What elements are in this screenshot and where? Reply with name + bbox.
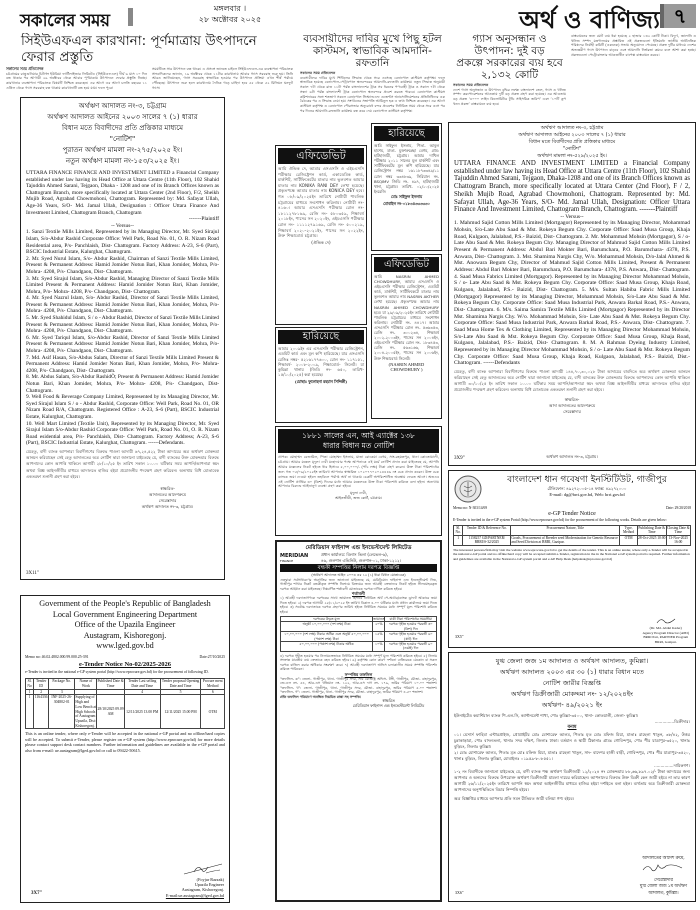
- meridian-auction-notice: [275, 540, 442, 902]
- act-line: অর্থঋণ আদালত আইনের ২০০৩ সালের ৭ (১) ধারার: [47, 113, 198, 121]
- signer-court: অর্থঋণ আদালত নং-৩, চট্টগ্রাম।: [546, 454, 598, 459]
- signature-block: [116, 486, 219, 510]
- table-index-cell: 5: [160, 689, 201, 695]
- article-body: দেশে গ্যাস অনুসন্ধান ও উৎপাদন বৃদ্ধির লক্ষ্যে বাংলাদেশ তেল, গ্যাস ও খনিজ সম্পদ করপোরেশনের আওতায় দুটি বড় প্রকল্প গ্রহণ করা হয়েছে। এর আওতায় বড় প্রকল্প ‘৪০০০ লাইন কিলোমিটার টুডি সাইসমিক জরিপ’ এবং ‘১০টি কূপ খনন প্রকল্প’ বাস্তবায়নে ব্যয় হবে।: [453, 87, 566, 106]
- court-name: যুগ্ম জেলা জজ ১ম আদালত ও অর্থঋণ আদালত, কুমিল্লা।: [495, 657, 649, 665]
- notice-body: যেহেতু, বাদী ব্যাংক আপনারা বিবাদীগণের বিরুদ্ধে পাওনা আদায়ী ৬৭,২৪,৫২২ টাকা আদায়ের অত্র অর্থঋণ মোকদ্দমা আনয়ন করিয়াছেন সেই হেতু আদালতের অত্র নোটিশ দ্বারা জানানো যাইতেছে যে, বাদী ব্যাংকের উক্ত মোকদ্দমার বিরুদ্ধে আপনাদের কোন আপত্তি থাকিলে আগামী ২৮/১০/২৫ ইং তারিখ সকাল ১০.০০ ঘটিকার সময় আপনি/আপনারা স্বয়ং অথবা বিজ্ঞ আইনজীবীর মাধ্যমে আদালতে হাজির হইয়া প্রয়োজনীয় পদক্ষেপ গ্রহণ করিবেন। অন্যথায় বিধি মোতাবেক একতরফা শুনানী গ্রহণ করা হইবে।: [26, 448, 219, 479]
- table-header-cell: Procure ment Method: [202, 679, 223, 688]
- ad-body: আমার ২০০৯ইং এর এসএসসি পরীক্ষার রেজিস্ট্রেশন, এডমিট কার্ড এবং মূল কপি হারিয়েছে। যার এসএসসি রেজিঃ নম্বর- ৫২১৬১৭৭৬০০, রোল নং- ১১৭১৫১, শিক্ষাবর্ষ- ২০০৮-২০০৯, শিক্ষাবোর্ড- সিলেট। যা কুমিল্লা থানায় (জিডি নং- ৬৫০, তারিখ- ১৫/১০/২০২৫) করা হয়েছে।: [278, 346, 364, 378]
- notice-word: "নোটিশ": [109, 135, 136, 143]
- signer-title: আইনজীবী, জজ কোর্ট, চট্টগ্রাম।: [334, 496, 382, 501]
- table-index-cell: 1: [26, 689, 34, 695]
- old-case-number: পুরাতন অর্থঋণ মামলা নং-২৭৫/২০২৫ ইং।: [62, 146, 183, 154]
- table-cell: দরপত্র গৃহীত হওয়ার পরবর্তী ৯০ (নব্বই) দিন: [385, 642, 437, 652]
- signer-title: সেরেস্তাদার: [158, 497, 177, 503]
- plaintiff-tag: -------Plaintiff: [188, 216, 219, 223]
- table-row: [281, 642, 437, 652]
- table-index-cell: 6: [201, 689, 225, 695]
- memo-number: Memo no: 46.02.4802.000.99.000.25-391: [25, 654, 89, 659]
- table-header-cell: Sl. No: [27, 679, 32, 688]
- table-cell: 12/11/2025 13.00 PM: [124, 695, 160, 729]
- signer-title: সেরেস্তাদার: [654, 877, 673, 883]
- defendant-item: 3. Mr. Syed Sirajul Islam, S/o-Abdur Rashid, Managing Director of Sanzi Textile Mills Limited Present & Permanent Address: Hamid Jomider Notun Bari, Khan Jomider, Mohra, P/o- Mohra- 4208, P/s- Chandgaon, Dist- Chattogram.: [26, 275, 219, 295]
- table-header-cell: বাকী টাকা পরিশোধের সময়সীমা: [385, 617, 437, 622]
- tender-table: [25, 678, 225, 729]
- ad-body: আমি সাইফুল ইসলাম, পিতা- আবুল হাশেম, মাতা- মুক্তারুন্নেছা বেগম, গ্রাম: হাটহাজারী, চট্টগ্রাম। আমার দাখিল পরীক্ষার ২০১১ সালের মূল মার্কশিট এবং সার্টিফিকেটের মূল কপি হারিয়েছে। যার রেজিস্ট্রেশন নম্বর ১৬১১৮৭৩৩৪৯/১১ রোল নম্বর ৩৩৪৮৩৯, সিরিয়াল নং- BSQIMV জিডি নং- ৪৯৭, হাটহাজারী থানা, চট্টগ্রাম। তারিখ- ০২/১০/২০২৫ ইংরেজি: [374, 143, 439, 194]
- ad-signer: মোঃ সাইফুল ইসলাম: [390, 193, 423, 199]
- signer-title: সেরেস্তাদার: [563, 408, 581, 414]
- purpose-line: বিধান মতে বিবাদীদের প্রতি প্রত্তিকার মাধ্যমে: [61, 124, 183, 132]
- page-number: ৭: [664, 4, 696, 28]
- notice-signer: [340, 699, 437, 709]
- signature-block: [166, 862, 224, 898]
- table-header-cell: দরপত্রের উদ্ধৃত মূল্য: [281, 617, 373, 622]
- defendant-item: 1. Sanzi Textile Mills Limited, Represented by its Managing Director, Mr. Syed Sirajul Islam, S/o-Abdur Rashid Corporate Office: Well Park, Road No. 01, O. R. Nizam Road Residential area, P/s- Panchlaish, Dist- Chattogram. Factory Address: A-23, S-6 (Part), BSCIC Industrial Estate, Kalurghat, Chattogram.: [26, 229, 219, 256]
- table-cell: 12/11/2025 15.00 PM: [160, 695, 201, 729]
- conditions-text: ১) আগ্রহী দরদাতাগণকে দরপত্রের সাথে জামানত হিসাবে নির্ধারিত অর্থ পে-অর্ডার/ব্যাংক ড্রাফট আকারে জমা দিতে হইবে। ২) দরপত্র আগামী ২৫/১১/২০২৫ ইং তারিখ বিকাল ৪.০০ ঘটিকার মধ্যে প্রধান কার্যালয়ে জমা দিতে হইবে। ৩) সর্বোচ্চ দরদাতাকে দরপত্র গ্রহণের তারিখ হইতে নির্ধারিত সময়ের মধ্যে সম্পূর্ণ মূল্য পরিশোধ করিতে হইবে।: [280, 596, 437, 614]
- signer-title: Agency Program Director (APD): [642, 630, 689, 635]
- notice-header: [26, 101, 219, 167]
- order-label: আদালতের আদেশক্রমে: [149, 491, 186, 497]
- debtor-1: ০১। মেসার্স ফাহিমা এন্টারপ্রাইজ, প্রোপ্রাইটর মোঃ মোশারেফ আলম, পিতাঃ মৃত মোঃ মফিজ মিয়া, মাতাঃ রাহেলা খাতুন, ৩৮/৪২, উত্তর চুন্নাকাড়ারা, পোঃ বাদলতলা, থানাঃ সদর দক্ষিণ, জিলাঃ ঢাকা। বর্তমান ও স্থায়ী ঠিকানাঃ গ্রামঃ গোবিন্দপুর, পোঃ পীর যাত্রাপুর-৩৫২০, থানাঃ বুড়িচং, জিলাঃ কুমিল্লা।: [454, 731, 690, 750]
- address-line: প্রধান কার্যালয়: বিলাস ভিলা (লেভেল-৬),: [321, 552, 388, 557]
- table-index-cell: 3: [49, 689, 75, 695]
- table-header-cell: জামানত: [373, 617, 385, 621]
- ad-signer: (ঐন্দ্রিক দে): [311, 239, 331, 245]
- schedule-text: "তফসিল- ক": জেলা- গাজীপুর, থানা- গাজীপুর সদর, সাব রেজিষ্ট্রি অফিস- টঙ্গী, গাজীপুর, মৌজা- বাহাদুরপুর, জে.এল নং- ৫৪, আর.এস খতিয়ান নং- ১২২, আর.এস দাগ নং- ১৭৯, জমির পরিমাণ ১০.০০ শতাংশ। "তফসিল- খ": জেলা- গাজীপুর, থানা- গাজীপুর সদর, মৌজা- বাহাদুরপুর, জমির পরিমাণ ৫.০০ শতাংশ। "তফসিল- গ": জেলা- গাজীপুর, থানা- গাজীপুর সদর, মৌজা- বাহাদুরপুর, জমির পরিমাণ ৪.৫০ শতাংশ।: [280, 676, 437, 695]
- table-row: [281, 632, 437, 642]
- table-cell: ১০%: [373, 642, 385, 652]
- notice-subtitle: (অর্থঋণ আদালত আইন ২০০৩ এর ১২ (১) ধারা বিধান মোতাবেক): [311, 573, 406, 577]
- table-header-cell: Sl. No.: [455, 525, 461, 535]
- table-header-cell: Closing Date & Time: [666, 525, 690, 535]
- table-cell: OTM: [620, 535, 638, 545]
- table-cell: 1158257 GD/PARTNER/ BRRI/S-32/2025: [463, 535, 511, 545]
- article-body: ব্যবসায়ীদের দাবির মুখে শিথিলের সিদ্ধান্ত থেকে সরে এসেছে বেনাপোল কাস্টমস কর্তৃপক্ষ। ফলে স্বাভাবিক হয়েছে বেনাপোল-পেট্রাপোল স্থলবন্দরের আমদানি-রফতানি কার্যক্রম। নতুন সিদ্ধান্ত অনুযায়ী সকাল ৭টা থেকে রাত ১১টা পর্যন্ত বাংলাদেশের ট্রাক সব ধরনের পণ্যবাহী ট্রাক ও সকাল ৭টা থেকে সন্ধ্যা ৬টা পর্যন্ত বাংলাদেশী ট্রাক বেনাপোল স্থলবন্দরে প্রবেশ করতে পারবে। বেনাপোল কাস্টমস কমিশনারের সঙ্গে শতভাগ সকলে বেনাপোল সিঅ্যান্ডএফ এজেন্টস অ্যাসোসিয়েশনের প্রতিনিধিদের এক বৈঠকের পর এ সিদ্ধান্ত নেয়া হয়। সংগঠনের সভাপতি আমিনুল হক এ তথ্য নিশ্চিত করেছেন। এর আগে কাস্টমস কর্তৃপক্ষ ও বেনাপোল পৌরসভার অনুরোধে বন্দর প্রবেশের নির্ধারিত সময় থেকে সরে এসে পর পর দিনের আমদানি-রফতানি কার্যক্রম বন্ধ করে দেয় বেনাপোল কাস্টমস কর্তৃপক্ষ।: [300, 75, 445, 113]
- signature-icon: [182, 862, 224, 876]
- plaintiff-text: UTTARA FINANCE AND INVESTMENT LIMITED a Financial Company established under law having its Head Office at Uttara Centre (11th Floor), 102 Shahid Tajuddin Ahmed Sarani, Tejgaon, Dhaka-1208 and one of its Branch Offices known as Chattogram Branch, more specifically located at Uttara Center (2nd Floor), F / 2, Sheikh Mujib Road, Agrabad Chowmohoni, Chattogram. Represented by: Md. Safayat Ullah, Age-36 Years, S/O- Md. Jamal Ullah, Designation: Officer Uttara Finance And Investment Limited, Chattogram Branch, Chattogram. -------Plaintiff: [454, 160, 690, 214]
- memo-date: Date: 29/20/2018: [665, 506, 691, 510]
- table-header-cell: Type, Method: [620, 525, 638, 535]
- schedule-heading: সম্পত্তির তফসিল: [344, 671, 373, 677]
- signature-block: [454, 397, 690, 415]
- ad-signer: (মোছাঃ ফুলোহনা রহমান সিদ্দিকী): [295, 378, 347, 384]
- headline-line: গ্যাস অনুসন্ধান ও উৎপাদন: দুই বড়: [472, 33, 547, 57]
- table-cell: ১০,০০,০০০ (দশ লক্ষ) টাকার অধিক এবং অনূর্ধ্ব ৫০,০০,০০০ (পঞ্চাশ লক্ষ) টাকা: [281, 632, 373, 642]
- signer-court-place: আদালত, কুমিল্লা।: [648, 890, 679, 896]
- meridian-logo: [280, 553, 318, 563]
- brri-phone: টেলিফোন: ৪৯২৭২০০৫-১৪ ফ্যাক্স: ৪৯২৭২০০০: [547, 486, 627, 491]
- ad-signer: (NASRIN AHMED CHOWDHURY ): [388, 361, 425, 372]
- signature-icon: [655, 617, 677, 625]
- tender-intro: E-Tender is invited in the e-GP system Portal (http://www.eprocure.gov.bd) for the procurement of the following works. Details are given below:: [453, 518, 667, 522]
- order-label: আদা আদালতের আদেশক্রমে: [548, 402, 596, 408]
- header-line: Austagram, Kishoregonj.: [83, 630, 167, 640]
- defendant-item: 6. Mr. Syed Tariqul Islam, S/o-Abdur Rashid, Director of Sanzi Textile Mills Limited Present & Permanent Address: Hamid Jomider Notun Bari, Khan Jomider, Mohra, P/o- Mohra- 4208, P/s- Chandgaon, Dist- Chattogram.: [26, 334, 219, 355]
- article-body: চট্টগ্রামের রাঙ্গুনিয়ার চিটাগং ইউরিয়া ফার্টিলাইজার লিমিটেড (সিইউএফএল) দীর্ঘ ৬ মাস ১০ দিন বন্ধ থাকার পর আগামী ২৯ অক্টোবর থেকে আবার পূর্ণমাত্রায় উৎপাদনে ফেরার প্রস্তুতি নিচ্ছে। কারখানার ব্যবস্থাপনা পরিচালক বিষয়টি নিশ্চিত করেছেন। এর আগে এর আগে চলতি বছরের ১১ এপ্রিল থেকে গ্যাস সরবরাহ বন্ধ থাকায় কারখানাটি বন্ধ হয়ে যায়। ফলে পুরো: [6, 71, 147, 90]
- table-cell: ৫০,০০,০০০ (পঞ্চাশ লক্ষ) টাকার অধিক: [281, 642, 373, 652]
- signer-court: যুগ্ম জেলা জজ ১ম অর্থঋণ: [639, 884, 687, 890]
- signer-company: মেরিডিয়ান ফাইনান্স এন্ড ইনভেস্টমেন্ট লিমিটেড: [352, 703, 425, 709]
- table-row: [454, 535, 691, 545]
- schedule-footer: প্রতি তফসিল পরিমাণে অবস্থিত নিয়মিত রাস্তা সহ সম্পত্তি।: [280, 694, 362, 699]
- notice-header: [454, 125, 690, 160]
- brri-seal-icon: [453, 474, 483, 504]
- notice-header: [454, 656, 690, 711]
- logo-subtext: FINANCE: [280, 558, 294, 563]
- table-cell: 1164336: [34, 695, 49, 729]
- table-header-cell: Tender Last selling Date and Time: [124, 679, 160, 689]
- more-conditions: ৪) দরপত্র গৃহীত হওয়ার পর নিলামক্রেতাকে নির্ধারিত সময়ের মধ্যে সম্পূর্ণ মূল্য পরিশোধ করিতে হইবে। ৫) নিলাম সংক্রান্ত যাবতীয় ব্যয় ক্রেতাকে বহন করিতে হইবে। ৬) কর্তৃপক্ষ কোন কারণ দর্শানো ব্যতিরেকে যেকোন বা সকল দরপত্র বাতিল করার অধিকার সংরক্ষণ করে। ৭) আগ্রহী দরদাতাগণ অফিস চলাকালীন সময়ে সম্পত্তি পরিদর্শন করিতে পারিবেন।: [280, 653, 437, 672]
- versus-label: বনাম: [567, 725, 577, 731]
- ad-size: 3X9": [454, 456, 465, 461]
- defendant-item: 7. Md. Asif Hasan, S/o-Abdus Salam, Director of Sanzi Textile Mills Limited Present & Permanent Address: Hamid Jomider Notun Bari, Khan Jomider, Mohra, P/o- Mohra- 4208, P/s- Chandgaon, Dist- Chattogram.: [26, 354, 219, 374]
- newspaper-logo: সকালের সময়: [20, 11, 110, 31]
- signer-name: মৃদুলা দেবী,: [350, 491, 367, 496]
- table-cell: OTM: [201, 695, 225, 729]
- memo-row: [25, 655, 225, 659]
- ad-title: এফিডেভিট: [374, 257, 439, 272]
- table-cell: দরপত্র গৃহীত হওয়ার পরবর্তী ৩০ (ত্রিশ) দিন: [385, 622, 437, 632]
- signature-block: [642, 617, 689, 644]
- issue-date: [170, 3, 290, 25]
- header-line: www.lged.gov.bd: [96, 641, 154, 650]
- notice-title: বন্ধকী সম্পত্তির নিলাম দরপত্র বিজ্ঞপ্তি: [280, 564, 437, 572]
- act-line: অর্থঋণ আদালত ২০০৩ এর ৩০ (১) ধারার বিধান মতে: [499, 668, 645, 676]
- signature-block: [640, 856, 687, 897]
- table-cell: 1: [454, 535, 463, 545]
- lged-tender-notice: [20, 595, 230, 903]
- notice-title: নোটিশ জারীর বিজ্ঞপ্তি: [542, 679, 602, 687]
- table-cell: 1: [26, 695, 34, 729]
- ad-size: 3X7": [31, 891, 43, 896]
- table-header-cell: Published Date & Time: [97, 679, 124, 688]
- defendant-item: 2. Mr. Syed Nurul Islam, S/o- Abdur Rashid, Chairman of Sanzi Textile Mills Limited, Present & Permanent Address: Hamid Jomider Notun Bari, Khan Jomider, Mohra, P/o- Mohra- 4208, P/s- Chandgaon, Dist- Chattogram.: [26, 255, 219, 275]
- act-line: অর্থঋণ আদালত আইনের ২০০৩ সালের ৭ (১) ধারার: [518, 132, 626, 138]
- versus-label: -- Versus--: [560, 213, 584, 220]
- table-index-cell: 2: [34, 689, 49, 695]
- defendant-item: 9. Well Food & Beverage Company Limited, Represented by its Managing Director, Mr. Syed Sirajul Islam S / o - Abdur Rashid, Corporate Office: Well Park, Road No. 01, OR Nizam Road R/A, Chattogram. Registered Office : A-23, S-6 (Part), BSCIC Industrial Estate, Kalurghat, Chattogram.: [26, 394, 219, 420]
- header-line: Office of the Upazila Engineer: [74, 620, 176, 629]
- table-cell: Goods, Procurement of Breeder seed Modernization for Genetic Resource and Seed Division at BRRI, Gazipur.: [511, 535, 618, 545]
- conditions-heading: শর্তাবলী: [352, 591, 365, 596]
- article-body: বাস্তবায়নের জন্য মোট ব্যয় ধরা হয়েছে ২ হাজার ১৩২ কোটি টাকা। বিদ্যুৎ, জ্বালানি ও খনিজ সম্পদ মন্ত্রণালয়ের প্রস্তাবিত এই প্রকল্পগুলো ইতিমধ্যে জাতীয় অর্থনৈতিক পরিষদের নির্বাহী কমিটি (একনেক) সভায় অনুমোদন পেয়েছে। প্রকল্প দুটির মাধ্যমে দেশের অভ্যন্তরীণ গ্যাস উৎপাদন বাড়বে এবং আমদানি নির্ভরতা কমবে বলে আশা করা হচ্ছে। প্রকল্পগুলো পেট্রোবাংলার আওতাধীন বাপেক্স বাস্তবায়ন করবে।: [571, 34, 696, 57]
- ad-title: এফিডেভিট: [278, 148, 364, 164]
- tender-title: e-Tender Notice No-02/2025-2026: [78, 660, 172, 668]
- headline-line: ব্যবসায়ীদের দাবির মুখে পিছু হটল: [303, 33, 442, 45]
- notice-signer: [278, 491, 439, 501]
- table-header-cell: Tender ID & Reference No.: [463, 525, 511, 535]
- table-cell: Supplying of High and Low Bench at High Schools of Austagram Upazila, Dist: Kishoregonj.: [75, 695, 97, 728]
- address-line: ৪৬, গুলশান এভিনিউ, গুলশান-০১, ঢাকা-১২১২।: [321, 557, 402, 563]
- tender-footer: The interested persons/firm may visit the website www.eprocure.gov.bd to get the details of the tender. This is an online tender, where only e-Tender will be accepted in the national e-GP portal and no offline/hard copy will be accepted submit e-Tender, registration in the in the National e-GP system portal is required. Further information and guidelines are available in the National e-GP system portal and e-GP Help Desk (helpdesk@eprocure.gov.bd): [453, 547, 690, 561]
- affidavit-ad-2: [371, 254, 442, 419]
- signer-court: অর্থঋণ আদালত নং-৩, চট্টগ্রাম।: [141, 503, 194, 509]
- notice-body: এতদ্বারা সর্বসাধারণের অবগতির জন্য জানানো যাইতেছে যে, মেরিডিয়ান ফাইনান্স এন্ড ইনভেস্টমেন্ট লিঃ, গাজীপুর শাখার নিকট বন্ধকীকৃত সম্পত্তি নিলামে বিক্রয়ের জন্য আগ্রহী ক্রেতাদের নিকট হইতে সীলমোহরকৃত দরপত্র আহ্বান করা যাইতেছে। নিম্নবর্ণিত শর্তাবলী মোতাবেক দরপত্র দাখিল করিতে হইবে।: [280, 577, 437, 591]
- signer-title: Upazila Engineer: [194, 882, 224, 888]
- headline-line: প্রকল্পে সরকারের ব্যয় হবে ২,১৩২ কোটি: [456, 57, 563, 81]
- signer-email[interactable]: E-mail:ue.austagram@lged.gov.bd: [165, 892, 224, 898]
- brri-tender-notice: [448, 470, 696, 648]
- signer-name: (Foyjur Razzak): [196, 876, 224, 882]
- brri-title: বাংলাদেশ ধান গবেষণা ইনস্টিটিউট, গাজীপুর: [507, 475, 667, 485]
- table-header-cell: Name of Work: [75, 679, 97, 689]
- ad-title: হারিয়েছে: [278, 330, 364, 344]
- section-title: অর্থ ও বাণিজ্য: [519, 6, 660, 32]
- title-line: ধারার বিধান মত নোটিশ: [322, 441, 395, 450]
- notice-word: "নোটিশ": [562, 146, 582, 152]
- court-notice-right: [448, 122, 696, 466]
- deposit-table: [280, 616, 437, 652]
- logo-divider: [128, 8, 133, 26]
- article-byline: সকালের সময় প্রতিবেদক: [453, 83, 489, 87]
- notice-body: প্রাপক: মোহাম্মদ রেজাউল, পিতা মোহাম্মদ ইসলাম, মাতা রোকেয়া বেগম, সাং-রহমতপুর, থানা কোতোয়ালী, চট্টগ্রাম। আমার মক্কেল মৃদুলা দেবী মহোদয়ার পক্ষে আপনাকে এই মর্মে নোটিশ প্রদান করা যাইতেছে যে, আপনি আমার মক্কেলের নিকট হইতে ধার হিসাবে ৫,০০,০০০/- (পাঁচ লক্ষ) টাকা গ্রহণ করেন। উক্ত টাকা পরিশোধের জন্য গত ০৫/০৯/২০২৫ইং তারিখে আপনার স্বাক্ষরিত ১০২০৭৭০২০২৪৪৪৬ নং চেক প্রদান করেন। উক্ত চেক ব্যাংকে জমা দেওয়া হইলে তহবিলে পর্যাপ্ত অর্থ না থাকায় চেকটি অপরিশোধিত অবস্থায় ফেরত আসে। অতএব এই নোটিশ প্রাপ্তির ৩০ (ত্রিশ) দিনের মধ্যে আমার মক্কেলকে উক্ত টাকা পরিশোধ করিতে বলা হইল। অন্যথায় আপনার বিরুদ্ধে আইনানুগ ব্যবস্থা গ্রহণ করা হইবে।: [278, 455, 439, 489]
- article-byline: সকালের সময় প্রতিবেদক: [6, 66, 44, 71]
- ad-size: 3X11": [26, 571, 39, 576]
- signed-label: স্বাক্ষরিত-: [160, 485, 175, 491]
- table-cell: INF-2025-26-304802-01: [49, 695, 75, 729]
- brri-email: E-mail: dg@brri.gov.bd, Web: brri.gov.bd: [549, 492, 625, 497]
- notice-body: ১-২ নং বিবাদীকে জানানো যাইতেছে যে, বাদী ব্যাংক পক্ষ অর্থঋণ ডিক্রীজারী ১২/২০২৪ নং মোকদ্দমায় ৮৮,৬৬,৮৯৭.০২/- টাকা আদায়ের জন্য আপনার ও অন্যদের বিরুদ্ধে উপরোক্ত অর্থঋণ ডিক্রীজারী মামলা দায়ের করিয়াছেন। আপনাদের বিরুদ্ধে উক্ত ডিক্রী কেন জারী হইবে না তার কারণ আগামী ২৬/১১/২০২৫ইং তারিখে আপনি স্বয়ং অথবা আইনজীবীর মাধ্যমে হাজির হইয়া দর্শাইতে বলা হইল। ব্যর্থতায় অত্র ডিক্রীজারী মোকদ্দমা আপনাদের অনুপস্থিতিতে বিচার নিষ্পত্তি হইবে।: [454, 768, 690, 793]
- defendant-item: 8. Mr. Abdus Salam, S/o-Abdur RashidÒ; Present & Permanent Address: Hamid Jomider Notun Bari, Khan Jomider, Mohra, P/o- Mohra- 4208, P/s- Chandgaon, Dist- Chattogram.: [26, 374, 219, 394]
- tender-intro: e-Tender is invited in the national e-GP system portal (http://www.eprocure.gov.bd) for the procurement of following ID.: [25, 669, 209, 674]
- table-index-cell: 4: [124, 689, 160, 695]
- table-cell: ২০%: [373, 622, 385, 632]
- table-cell: দরপত্র গৃহীত হওয়ার পরবর্তী ৬০ (ষাট) দিন: [385, 632, 437, 642]
- court-name: অর্থঋণ আদালত নং-৩, চট্টগ্রাম: [78, 102, 167, 110]
- article-gas: [453, 33, 696, 121]
- ad-mobile: মোবাইল নং-০১৮৩৪৩৩৩৩৩০: [383, 200, 430, 206]
- table-cell: অনূর্ধ্ব ১০,০০,০০০ (দশ লক্ষ) টাকা: [281, 622, 373, 632]
- ad-body: আমি ঐন্দ্রিক দে, আমার এসএসসি ও এইচএসসি পরীক্ষার রেজিষ্ট্রেশন কার্ড, একাডেমিক কার্ড, মার্কশিট, সার্টিফিকেটের মাতার নাম ভুলবশত আমার মাতার নাম KONIKA RANI DEY লেখা হয়েছে। প্রকৃতপক্ষে আমার মাতার নাম KONICA DEY হবে। গত ০৮/০৯/২০২৫ইং তারিখে নোটারী পাবলিক চট্টগ্রামের মাধ্যমে সংশোধন করিলাম। নোটারী নং- ৪১৬০। আমার এসএসসি পরীক্ষার রোল নং- ১৮১১২৭৮১৬৯, রেজি নং- ৫৮০৩৫৯, শিক্ষাবর্ষ ২০১৮ইং, পাসের সন ২০২০ইং, এইচএসসি পরীক্ষার রোল নং- ১১১১২৭৯১৬৯, রেজি নং- ৫০০২১৯, শিক্ষাবর্ষ ২০২০-২০২১ইং, পাসের সন ২০২২ইং, উক্ত শিক্ষাবোর্ড চট্টগ্রাম।: [278, 166, 364, 239]
- signer-title: BRRI, Gazipur.: [654, 639, 677, 644]
- purpose-line: বিধান মতে বিবাদীদের প্রতি প্রত্তিকার মাধ্যমে: [528, 139, 616, 145]
- debtor-2: ২। মোঃ মোশারেফ আলম, পিতাঃ মৃত মোঃ মফিজ মিয়া, মাতাঃ রাহেলা খাতুন, সাং- বাদেশর হাজী বাড়ী, গোবিন্দপুর, পোঃ পীর যাত্রাপুর-৩৫২০, থানাঃ বুড়িচং, জিলাঃ কুমিল্লা, মোবাইলঃ ০১৯৫৯-৮০৮৫৫১।: [454, 750, 690, 762]
- case-number: অর্থঋণ মামলা নং-৫২৯/২০২৫ ইং।: [537, 153, 607, 159]
- notice-body-2: অত্র বিজ্ঞপ্তির মাধ্যমে আপনার প্রতি সমন রীতিমত জারী বলিয়া গণ্য হইবে।: [454, 795, 575, 801]
- company-name: মেরিডিয়ান ফাইনান্স এন্ড ইনভেস্টমেন্ট লিমিটেড: [305, 545, 412, 551]
- article-byline: সকালের সময় প্রতিবেদক: [300, 71, 336, 75]
- defendants-list: [26, 229, 219, 447]
- issue-day: মঙ্গলবার ।: [213, 4, 247, 13]
- company-address: [321, 552, 401, 563]
- signature-icon: [640, 862, 686, 874]
- ad-size: 3X5": [455, 634, 464, 639]
- table-header-cell: Procurement Nature, Title: [511, 525, 620, 535]
- tender-table: [453, 525, 691, 546]
- table-header-cell: Tender ID: [34, 679, 49, 689]
- defendants-list: 1. Mahmud Sajid Cotton Mills Limited (Mortgagor) Represented by its Managing Director, Mohammad Mohsin, S/o-Late Abu Saad & Mst. Rokeya Begum Chy. Corporate Office: Saad Musa Group, Khaja Road, Kulgaon, Jalalabad, P.S.- Baizid, Dist- Chattogram. 2. Mr. Mohammad Mohsin (Mortgagor), S / o- Late Abu Saad & Mst. Rokeya Begum Chy. Managing Director of Mahmud Sajid Cotton Mills Limited Present & Permanent Address: Abdul Bari Mokter Bari, Barumchara, P.O. Barumchara- 4378, P.S. Anwara, Dist- Chattogram. 3. Mst. Shamima Nargis Chy, W/o. Mohammad Mohsin, D/o-Jalal Ahmed & Mst. Anowara Begum Chy, Director of Mahmud Sajid Cotton Mills Limited, Present & Permanent Address: Abdul Bari Mokter Bari, Barumchara, P.O. Barumchara- 4378, P.S. Anwara, Dist- Chattogram. 4. Saad Musa Fabrics Limited (Mortgagor). Represented by its Managing Director Mohammad Mohsin, S / o- Late Abu Saad & Mst. Rokeya Begum Chy. Corporate Office: Saad Musa Group, Khaja Road, Kulgaon, Jalalabad, P.S.- Baizid, Dist- Chattogram. 5. M/s. Sultan Habiba Fabric Mills Limited (Mortgagor) Represented by its Managing Director, Mohammad Mohsin, S/o-Late Abu Saad & Mst. Rokeya Begum Chy. Corporate Office: Saad Musa Industrial Park, Anwara Barkal Road, P.S.- Anwara, Dist- Chattogram. 6. M/s. Saima Samira Textile Mills Limited (Mortgagor) Represented by its Director Mst. Shamima Nargis Chy. W/o. Mohammad Mohsin, S/o- Late Abu Saad & Mst. Rokeya Begum Chy. Corporate Office: Saad Musa Industrial Park, Anwara Barkal Road, P.S.- Anwara, Dist- Chattogram. 7. Saad Musa Home Tex & Clothing Limited, Represented by its Managing Director Mohammad Mohsin, S/o-Late Abu Saad & Mst. Rokeya Begum Chy. Corporate Office: Saad Musa Group, Khaja Road, Kulgaon, Jalalabad, P.S.- Baizid, Dist- Chattogram. 8. M. A Rahman Dyeing Industry Limited, Represented by its Managing Director Mohammad Mohsin, S / o- Late Abu Saad & Mst. Rokeya Begum Chy. Corporate Office: Saad Musa Group, Khaja Road, Kulgaon, Jalalabad, P.S.- Baizid, Dist.- Chattogram. ------Defendants: [454, 220, 690, 367]
- table-cell: ১৫%: [373, 632, 385, 642]
- article-headline: সিইউএফএল কারখানা: পূর্ণমাত্রায় উৎপাদনে ফেরার প্রস্তুতি: [21, 33, 257, 65]
- affidavit-ad-1: [275, 145, 367, 325]
- masthead: [0, 0, 700, 32]
- tender-title: e-GP Tender Notice: [548, 511, 596, 517]
- signed-label: স্বাক্ষরিত-: [564, 396, 580, 402]
- table-row: [26, 695, 225, 729]
- signer-name: (Dr. Md. Abdul Kader): [649, 626, 682, 631]
- defendant-item: 10. Well Mart Limited (Textile Unit), Represented by its Managing Director, Mr. Syed Sirajul Islam S/o-Abdur Rashid Corporate Office: Well Park, Road No. 01, O. R. Nizam Road esidential area, P/s- Panchlaish, Dist- Chattogram. Factory Address; A-23, S-6 (Part), BSCIC Industrial Estate, Kalurghat, Chattogram. ------Defendants.: [26, 420, 219, 447]
- tender-footer: This is an online tender, where only e-Tender will be accepted in the national e-GP portal and no offline/hard copies will be accepted. To submit e-Tender, please register on e-GP system (http://www.eprocure.gov.bd) for more details please contact support desk contact numbers. Further information and guidelines are available in the e-GP portal and also from e-mail: ue.austagram@lged.gov.bd or call to 09422-50615.: [25, 731, 225, 753]
- table-header-row: [454, 525, 691, 535]
- debtor-tag: ...............দায়িকগণ।: [654, 762, 690, 768]
- header-line: Local Government Engineering Department: [52, 609, 198, 619]
- table-row: [281, 622, 437, 632]
- defendant-item: 5. Mr. Syed Shahidul Islam, S / o - Abdur Rashid, Director of Sanzi Textile Mills Limited Present & Permanent Address: Hamid Jomider Notun Bari, Khan Jomider, Mohra, P/o- Mohra- 4208, P/s- Chandgaon, Dist- Chattogram.: [26, 315, 219, 335]
- headline-line: কাস্টমস, স্বাভাবিক আমদানি-রফতানি: [313, 45, 432, 69]
- plaintiff-text: ইউনাইটেড কমার্শিয়াল ব্যাংক পি.এল.সি, ক্যান্টনমেন্ট শাখা, পোঃ কুমিল্লা-৩৫০০, থানা- কোতয়ালী, জেলা- কুমিল্লা।: [454, 713, 639, 718]
- table-header-cell: Publishing Date & Time: [638, 525, 666, 535]
- lost-ad-1: [371, 123, 442, 251]
- article-customs: [300, 33, 445, 129]
- court-notice-left: [20, 97, 225, 580]
- memo-date: Date:27/10/2025: [199, 654, 225, 659]
- comilla-court-notice: [448, 652, 696, 902]
- notice-body: যেহেতু, বাদী ব্যাংক আপনারা বিবাদীগণের বিরুদ্ধে পাওনা আদায়ী ১৪৪,৭০,৩০,০২৮ টাকা আদায়ের বাবদিতে অত্র অর্থঋণ মোকদ্দমা আনয়ন করিয়াছেন সেই হেতু আদালতের অত্র নোটিশ দ্বারা জানানো যাইতেছে যে, বাদী ব্যাংকের উক্ত মোকদ্দমার বিরুদ্ধে আপনাদের কোন আপত্তি থাকিলে আগামী ৩০/১০/২৫ ইং তারিখ সকাল ১০.০০ ঘটিকার সময় আপনি/আপনারা স্বয়ং অথবা বিজ্ঞ আইনজীবীর মাধ্যমে আদালতে হাজির হইয়া প্রয়োজনীয় পদক্ষেপ গ্রহণ করিবেন। অন্যথায় বিধি মোতাবেক একতরফা শুনানী গ্রহণ করা হইবে।: [454, 368, 690, 393]
- table-header-cell: Package No.: [49, 679, 75, 689]
- loan-case-number: অর্থঋণ- ৪৯/২০২১ ইং: [541, 701, 603, 709]
- versus-label: -- Versus--: [111, 222, 134, 229]
- ad-size: 3X6": [455, 890, 464, 895]
- ad-title: হারিয়েছে: [374, 126, 439, 141]
- notice-title: [278, 429, 439, 453]
- table-cell: 28-Oct-2025 10:00: [637, 535, 666, 545]
- court-name: অর্থঋণ আদালত নং-৩, চট্টগ্রাম: [540, 125, 604, 131]
- ad-body: আমি NASRIN AHMED CHOWDHURY, আমার এসএসসি ও এইচএসসি পরীক্ষার রেজিস্ট্রেশন, এডমিট কার্ড, মার্কশিট, সার্টিফিকেটে মাতার নাম ভুলবশত আমার নাম NASRIN AKTHER লেখা হয়েছে। প্রকৃতপক্ষে আমার নাম NASRIN AHMED CHOWDHURY হবে। যা ২৯/০৯/২০২৫ইং তারিখে নোটারী পাবলিক চট্টগ্রামের মাধ্যমে সংশোধন করিলাম। নোটারী নং- ৪৪১৭। আমার এসএসসি পরীক্ষার রোল নং- ৫৩৬৩৫৩, রেজি নং- ৩০০২৩৪, শিক্ষাবর্ষ ২০০২-২০০৩ইং, পাসের সন ২০০৪ইং, এইচএসসি পরীক্ষার রোল নং- ১৮৩৪৫৩, রেজি নং- ৫৬৩১৬৬, শিক্ষাবর্ষ ২০০৪-২০০৫ইং, পাসের সন ২০০৬ইং, উক্ত শিক্ষাবোর্ড সিলেট।: [374, 274, 439, 361]
- signer-title: BRRI Part, PARTNER Program: [643, 635, 689, 640]
- table-header-row: [26, 679, 225, 689]
- table-cell: 28/10/2025 09.09 AM: [97, 695, 124, 729]
- header-line: Government of the People's Republic of Bangladesh: [39, 599, 211, 608]
- issue-date-text: ২৮ অক্টোবর ২০২৫: [198, 15, 262, 24]
- order-label: আদালতের আদেশ ক্রমে,: [642, 855, 685, 861]
- title-line: ১৮৮১ সালের এন, আই এ্যাক্টের ১৩৮: [302, 431, 415, 440]
- table-header-cell: Tender proposal Opening Date and Time: [161, 679, 200, 688]
- signer-label: স্বাক্ষরিত: [382, 698, 395, 704]
- case-number: অর্থঋণ ডিক্রীজারী মোকদ্দমা নং- ১২/২০২৪ইং: [511, 690, 633, 698]
- plaintiff-tag: ...............ডিক্রীদার।: [654, 719, 690, 725]
- logo-text: MERIDIAN: [280, 552, 309, 559]
- table-cell: 13-Nov-2025 16:00: [666, 535, 690, 545]
- new-case-number: নতুন অর্থঋণ মামলা নং-১৫৩/২০২৫ ইং।: [65, 157, 180, 165]
- article-body: সময়টিতে সার উৎপাদন বন্ধ থাকে। এ প্রসঙ্গে জানতে চাইলে সিইউএফএল-এর ব্যবস্থাপনা পরিচালক সাংবাদিকদের জানান, ১৯ অক্টোবর থেকে ১১টার কারখানায় আবার গ্যাস সরবরাহ শুরু হয়। তিনি আরও জানিয়েছেন, গ্যাস সরবরাহ স্বাভাবিক হওয়ার পর উৎপাদন প্রক্রিয়া এখন শীর্ষ পর্যায়ে পৌঁছেছে। উৎপাদন শুরু হলে কারখানায় দৈনিক গড়ে চাহিদা হবে ৫৫ থেকে ৫২ মিলিয়ন ঘনফুট গ্যাস।: [152, 67, 293, 90]
- article-headline: [300, 33, 445, 69]
- ni-act-notice: [275, 426, 442, 536]
- defendant-item: 4. Mr. Syed Nazrul Islam, S/o- Abdur Rashid, Director of Sanzi Textile Mills Limited, Present & Permanent Address: Hamid Jomider Notun Bari, Khan Jomider, Mohra, P/o- Mohra- 4208, P/s- Chandgaon, Dist- Chattogram.: [26, 295, 219, 315]
- lged-header: [25, 599, 225, 652]
- lost-ad-2: [275, 327, 367, 423]
- memo-number: Memo no: N-303/14/69: [453, 506, 488, 510]
- plaintiff-text: UTTARA FINANCE FINANCE AND INVESTMENT LIMITED a Financial Company established under law having its Head Office at Uttara Centre (11th Floor), 102 Shahid Tajuddin Ahmed Sarani, Tejgaon, Dhaka - 1208 and one of its Branch Offices known as Chattogram Branch, more specifically located at Uttara Center (2nd Floor), F/2, Sheikh Mujib Road, Agrabad Chowmohoni, Chattogram. Represented by: Md. Safayat Ullah, Age-36 Years, S/O- Md. Jamal Ullah, Designation : Officer Uttara Finance And Investment Limited, Chattogram Branch, Chattogram: [26, 170, 219, 216]
- article-headline: [453, 33, 566, 81]
- signer-place: Austagram, Kishoregonj.: [181, 887, 224, 893]
